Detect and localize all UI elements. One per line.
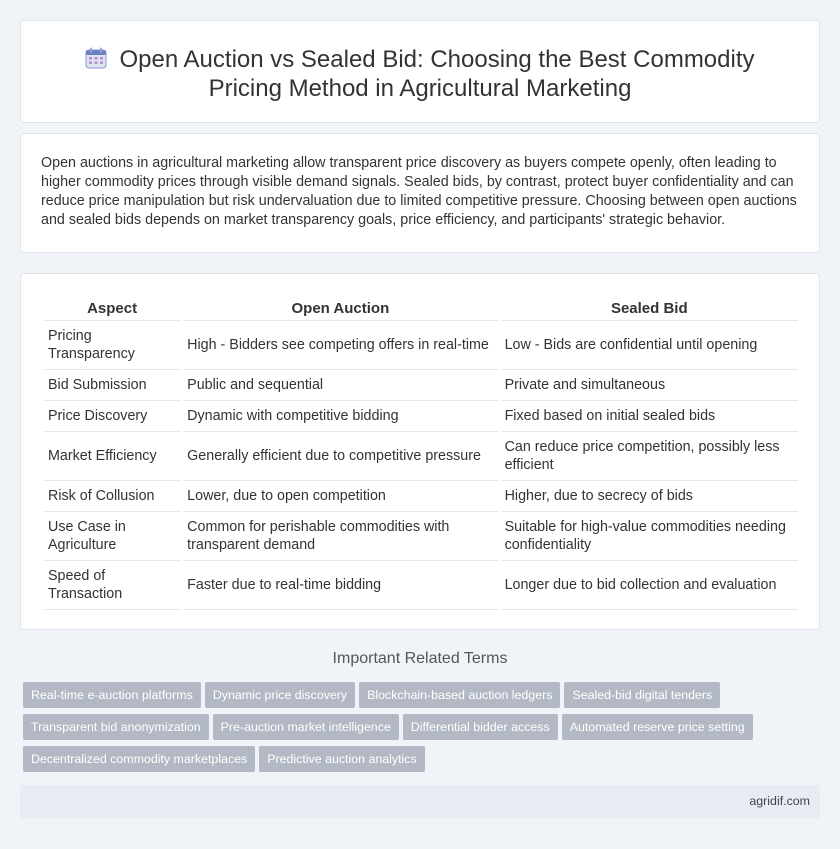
related-term-tag[interactable]: Blockchain-based auction ledgers: [359, 682, 560, 708]
table-row: [44, 561, 798, 610]
row-aspect: Price Discovery: [44, 401, 180, 432]
row-open-auction: Faster due to real-time bidding: [183, 561, 497, 610]
page-title: [21, 45, 819, 103]
footer: [20, 785, 820, 818]
row-open-auction: Lower, due to open competition: [183, 481, 497, 512]
intro-card: [20, 133, 820, 253]
comparison-table: [41, 297, 801, 610]
row-sealed-bid: Can reduce price competition, possibly less efficient: [501, 432, 798, 481]
row-aspect: Pricing Transparency: [44, 321, 180, 370]
header-open-auction: Open Auction: [183, 297, 497, 321]
table-row: [44, 432, 798, 481]
related-term-tag[interactable]: Predictive auction analytics: [259, 746, 424, 772]
related-term-tag[interactable]: Real-time e-auction platforms: [23, 682, 201, 708]
row-aspect: Bid Submission: [44, 370, 180, 401]
row-aspect: Risk of Collusion: [44, 481, 180, 512]
comparison-card: [20, 273, 820, 630]
row-open-auction: High - Bidders see competing offers in real-time: [183, 321, 497, 370]
related-term-tag[interactable]: Transparent bid anonymization: [23, 714, 209, 740]
row-open-auction: Dynamic with competitive bidding: [183, 401, 497, 432]
row-sealed-bid: Longer due to bid collection and evaluation: [501, 561, 798, 610]
footer-site-link[interactable]: agridif.com: [749, 794, 810, 808]
calendar-icon: [85, 47, 107, 69]
header-sealed-bid: Sealed Bid: [501, 297, 798, 321]
table-row: [44, 370, 798, 401]
title-line-2: Pricing Method in Agricultural Marketing: [208, 75, 632, 102]
related-terms-list: [23, 682, 823, 778]
row-aspect: Use Case in Agriculture: [44, 512, 180, 561]
row-open-auction: Common for perishable commodities with transparent demand: [183, 512, 497, 561]
related-term-tag[interactable]: Dynamic price discovery: [205, 682, 355, 708]
row-open-auction: Public and sequential: [183, 370, 497, 401]
table-row: [44, 401, 798, 432]
row-aspect: Market Efficiency: [44, 432, 180, 481]
table-header-row: [44, 297, 798, 321]
related-term-tag[interactable]: Pre-auction market intelligence: [213, 714, 399, 740]
related-term-tag[interactable]: Automated reserve price setting: [562, 714, 753, 740]
row-sealed-bid: Suitable for high-value commodities needing confidentiality: [501, 512, 798, 561]
related-terms-title: Important Related Terms: [332, 650, 508, 667]
related-term-tag[interactable]: Differential bidder access: [403, 714, 558, 740]
table-row: [44, 512, 798, 561]
row-sealed-bid: Low - Bids are confidential until opening: [501, 321, 798, 370]
title-line-1: Open Auction vs Sealed Bid: Choosing the Best Commodity: [119, 46, 755, 73]
related-term-tag[interactable]: Sealed-bid digital tenders: [564, 682, 720, 708]
related-term-tag[interactable]: Decentralized commodity marketplaces: [23, 746, 255, 772]
row-sealed-bid: Higher, due to secrecy of bids: [501, 481, 798, 512]
intro-paragraph: Open auctions in agricultural marketing allow transparent price discovery as buyers compete openly, often leading to higher commodity prices through visible demand signals. Sealed bids, by contrast, protect buyer confidentiality and can reduce price manipulation but risk undervaluation due to limited competitive pressure. Choosing between open auctions and sealed bids depends on market transparency goals, price efficiency, and participants' strategic behavior.: [41, 155, 797, 228]
row-aspect: Speed of Transaction: [44, 561, 180, 610]
row-sealed-bid: Fixed based on initial sealed bids: [501, 401, 798, 432]
row-sealed-bid: Private and simultaneous: [501, 370, 798, 401]
header-aspect: Aspect: [44, 297, 180, 321]
title-card: [20, 20, 820, 123]
row-open-auction: Generally efficient due to competitive pressure: [183, 432, 497, 481]
table-row: [44, 481, 798, 512]
table-row: [44, 321, 798, 370]
